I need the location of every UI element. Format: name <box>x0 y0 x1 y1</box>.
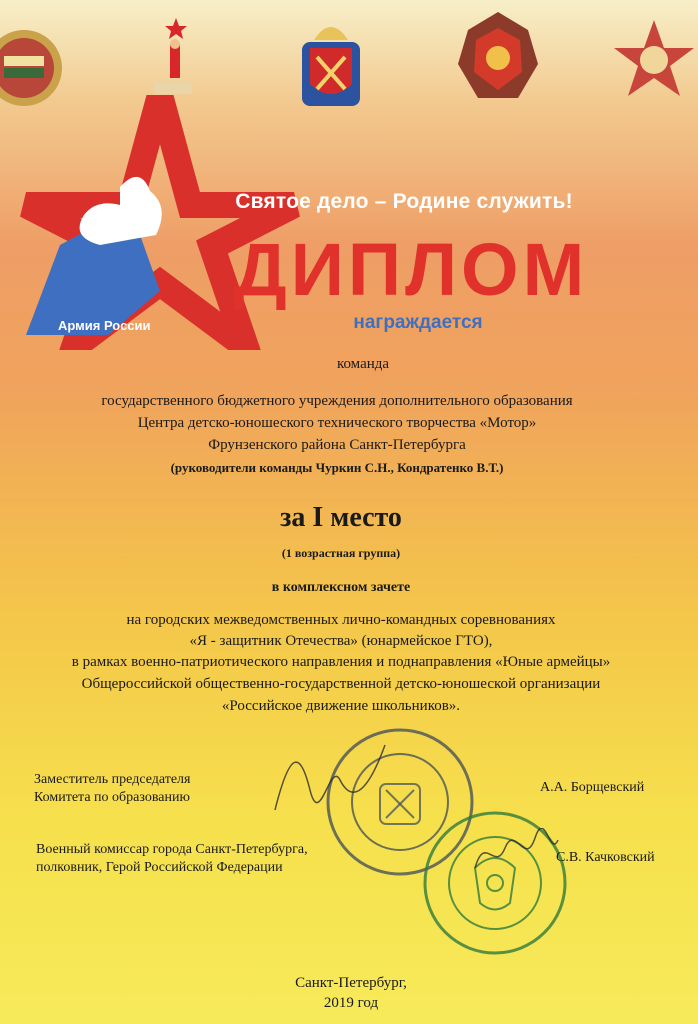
org-line-1: государственного бюджетного учреждения дополнительного образования <box>101 393 573 409</box>
awarded-subtitle: награждается <box>353 312 483 333</box>
military-district-emblem-icon <box>456 10 540 110</box>
signer-1-title-line-1: Заместитель председателя <box>34 772 191 787</box>
footer-year: 2019 год <box>323 995 379 1011</box>
footer-city: Санкт-Петербург, <box>295 975 407 991</box>
diploma-title: ДИПЛОМ <box>234 228 589 311</box>
event-line-3: в рамках военно-патриотического направления и поднаправления «Юные армейцы» <box>71 654 611 670</box>
signer-1-title-line-2: Комитета по образованию <box>34 790 190 805</box>
signer-2-title-line-1: Военный комиссар города Санкт-Петербурга, <box>36 842 308 857</box>
event-line-4: Общероссийской общественно-государственной детско-юношеской организации <box>81 676 601 692</box>
army-russia-label: Армия России <box>58 318 151 333</box>
signature-scribble-1-icon <box>270 740 390 820</box>
age-group: (1 возрастная группа) <box>281 546 401 560</box>
signer-2-name: С.В. Качковский <box>556 850 655 865</box>
spb-coat-of-arms-icon <box>292 12 370 112</box>
order-star-emblem-icon <box>610 18 698 102</box>
slogan: Святое дело – Родине служить! <box>235 190 573 213</box>
award-place: за I место <box>280 502 402 533</box>
signer-2-title-line-2: полковник, Герой Российской Федерации <box>36 860 283 875</box>
event-line-1: на городских межведомственных лично-командных соревнованиях <box>126 612 556 628</box>
signature-scribble-2-icon <box>470 828 560 878</box>
youth-figure-emblem-icon <box>150 16 198 104</box>
org-line-3: Фрунзенского района Санкт-Петербурга <box>208 437 466 453</box>
event-line-2: «Я - защитник Отечества» (юнармейское ГТО), <box>189 633 493 649</box>
team-label: команда <box>336 356 390 372</box>
signer-1-name: А.А. Борщевский <box>540 780 645 795</box>
team-leaders: (руководители команды Чуркин С.Н., Кондратенко В.Т.) <box>170 460 504 475</box>
award-category: в комплексном зачете <box>271 580 411 595</box>
event-line-5: «Российское движение школьников». <box>221 698 461 714</box>
org-line-2: Центра детско-юношеского технического творчества «Мотор» <box>137 415 537 431</box>
